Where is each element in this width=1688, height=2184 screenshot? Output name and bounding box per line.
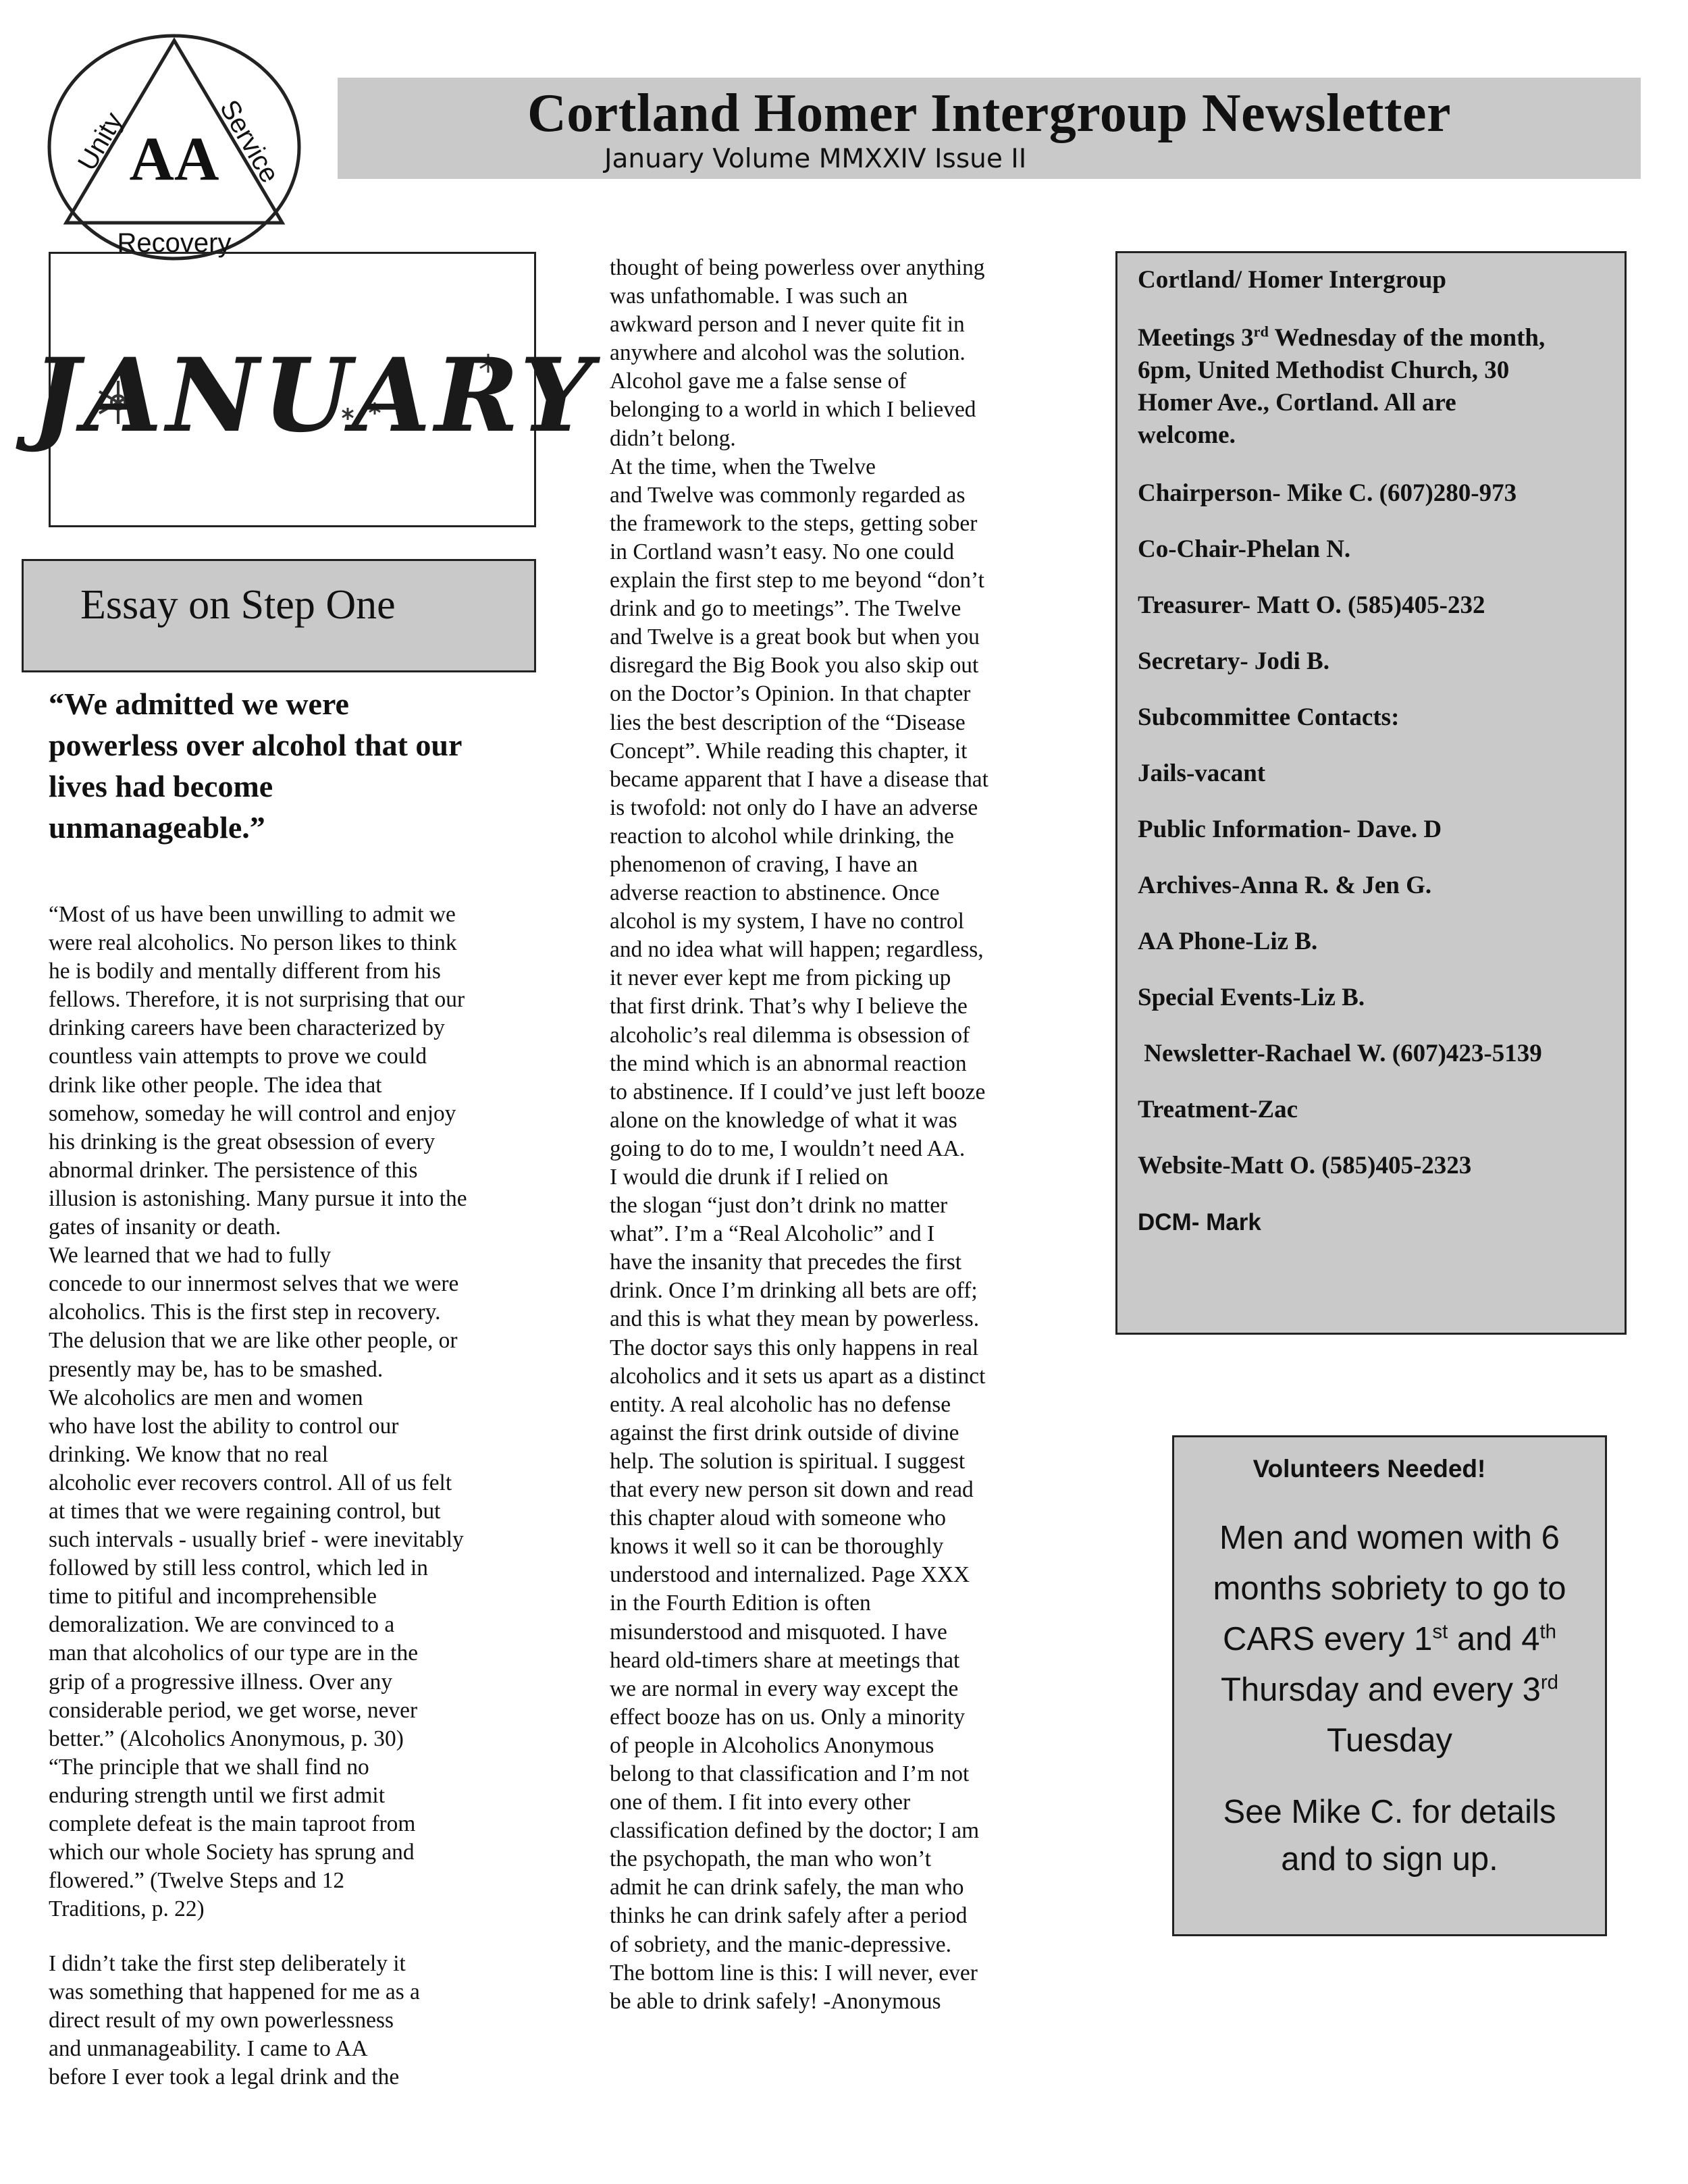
signup-line: See Mike C. for details — [1223, 1794, 1556, 1830]
volunteers-line: Men and women with 6 — [1219, 1520, 1560, 1556]
quote-line: unmanageable.” — [49, 810, 265, 845]
info-jails: Jails-vacant — [1138, 760, 1266, 787]
info-org: Cortland/ Homer Intergroup — [1138, 266, 1447, 294]
newsletter-subtitle: January Volume MMXXIV Issue II — [604, 144, 1027, 174]
logo-recovery-text: Recovery — [117, 228, 232, 258]
info-treasurer: Treasurer- Matt O. (585)405-232 — [1138, 591, 1485, 619]
volunteers-line: Tuesday — [1326, 1722, 1453, 1759]
logo-unity-text: Unity — [72, 107, 129, 176]
volunteers-signup — [1174, 1788, 1605, 1883]
logo-aa-text: AA — [129, 124, 219, 193]
quote-line: powerless over alcohol that our — [49, 728, 463, 762]
newsletter-title: Cortland Homer Intergroup Newsletter — [527, 84, 1452, 143]
step-one-quote — [49, 683, 521, 848]
info-chair: Chairperson- Mike C. (607)280-973 — [1138, 479, 1517, 507]
info-meetings: Meetings 3rd Wednesday of the month, 6pm, United Methodist Church, 30 Homer Ave., Cortland. All are welcome. — [1138, 323, 1546, 449]
volunteers-line: months sobriety to go to — [1213, 1570, 1566, 1607]
info-public: Public Information- Dave. D — [1138, 816, 1442, 843]
january-art — [31, 254, 597, 525]
logo-service-text: Service — [213, 95, 285, 188]
info-cochair: Co-Chair-Phelan N. — [1138, 535, 1351, 563]
info-secretary: Secretary- Jodi B. — [1138, 647, 1329, 675]
volunteers-box — [1172, 1435, 1607, 1936]
essay-body-middle: thought of being powerless over anything was unfathomable. I was such an awkward person and I never quite fit in anywhere and alcohol was the solution. Alcohol gave me a false sense of belonging to a world in which I believed didn’t belong. At the time, when the Twelve and Twelve was commonly regarded as the framework to the steps, getting sober in Cortland wasn’t easy. No one could explain the first step to me beyond “don’t drink and go to meetings”. The Twelve and Twelve is a great book but when you disregard the Big Book you also skip out on the Doctor’s Opinion. In that chapter lies the best description of the “Disease Concept”. While reading this chapter, it became apparent that I have a disease that is twofold: not only do I have an adverse reaction to alcohol while drinking, the phenomenon of craving, I have an adverse reaction to abstinence. Once alcohol is my system, I have no control and no idea what will happen; regardless, it never ever kept me from picking up that first drink. That’s why I believe the alcoholic’s real dilemma is obsession of the mind which is an abnormal reaction to abstinence. If I could’ve just left booze alone on the knowledge of what it was going to do to me, I wouldn’t need AA. I would die drunk if I relied on the slogan “just don’t drink no matter what”. I’m a “Real Alcoholic” and I have the insanity that precedes the first drink. Once I’m drinking all bets are off; and this is what they mean by powerless. The doctor says this only happens in real alcoholics and it sets us apart as a distinct entity. A real alcoholic has no defense against the first drink outside of divine help. The solution is spiritual. I suggest that every new person sit down and read this chapter aloud with someone who knows it well so it can be thoroughly understood and internalized. Page XXX in the Fourth Edition is often misunderstood and misquoted. I have heard old-timers share at meetings that we are normal in every way except the effect booze has on us. Only a minority of people in Alcoholics Anonymous belong to that classification and I’m not one of them. I fit into every other classification defined by the doctor; I am the psychopath, the man who won’t admit he can drink safely, the man who thinks he can drink safely after a period of sobriety, and the manic-depressive. The bottom line is this: I will never, ever be able to drink safely! -Anonymous — [610, 255, 988, 2014]
info-subcommittee: Subcommittee Contacts: — [1138, 703, 1400, 731]
intergroup-info-box — [1115, 251, 1627, 1335]
volunteers-line: Thursday and every 3rd — [1220, 1671, 1559, 1708]
info-archives: Archives-Anna R. & Jen G. — [1138, 872, 1432, 899]
essay-heading: Essay on Step One — [80, 582, 396, 628]
info-phone: AA Phone-Liz B. — [1138, 928, 1318, 955]
volunteers-heading: Volunteers Needed! — [1252, 1455, 1486, 1483]
january-wordmark: JANUARY — [31, 336, 597, 455]
info-dcm: DCM- Mark — [1138, 1209, 1261, 1235]
header-bar — [338, 78, 1641, 179]
info-website: Website-Matt O. (585)405-2323 — [1138, 1152, 1472, 1179]
aa-logo — [46, 32, 302, 262]
info-treatment: Treatment-Zac — [1138, 1096, 1298, 1123]
volunteers-line: CARS every 1st and 4th — [1222, 1620, 1557, 1657]
quote-line: “We admitted we were — [49, 687, 349, 721]
info-newsletter: Newsletter-Rachael W. (607)423-5139 — [1138, 1040, 1542, 1067]
essay-body-left: “Most of us have been unwilling to admit we were real alcoholics. No person likes to think he is bodily and mentally different from his fellows. Therefore, it is not surprising that our drinking careers have been characterized by countless vain attempts to prove we could drink like other people. The idea that somehow, someday he will control and enjoy his drinking is the great obsession of every abnormal drinker. The persistence of this illusion is astonishing. Many pursue it into the gates of insanity or death. We learned that we had to fully concede to our innermost selves that we were alcoholics. This is the first step in recovery. The delusion that we are like other people, or presently may be, has to be smashed. We alcoholics are men and women who have lost the ability to control our drinking. We know that no real alcoholic ever recovers control. All of us felt at times that we were regaining control, but such intervals - usually brief - were inevitably followed by still less control, which led in time to pitiful and incomprehensible demoralization. We are convinced to a man that alcoholics of our type are in the grip of a progressive illness. Over any considerable period, we get worse, never better.” (Alcoholics Anonymous, p. 30) “The principle that we shall find no enduring strength until we first admit complete defeat is the main taproot from which our whole Society has sprung and flowered.” (Twelve Steps and 12 Traditions, p. 22) — [49, 902, 467, 1922]
essay-heading-box — [22, 559, 536, 672]
info-events: Special Events-Liz B. — [1138, 984, 1365, 1011]
january-banner — [31, 252, 597, 527]
essay-body-left-cont: I didn’t take the first step deliberately it was something that happened for me as a direct result of my own powerlessness and unmanageability. I came to AA before I ever took a legal drink and the — [49, 1951, 420, 2090]
volunteers-body — [1174, 1513, 1605, 1766]
quote-line: lives had become — [49, 769, 273, 803]
signup-line: and to sign up. — [1281, 1841, 1498, 1877]
